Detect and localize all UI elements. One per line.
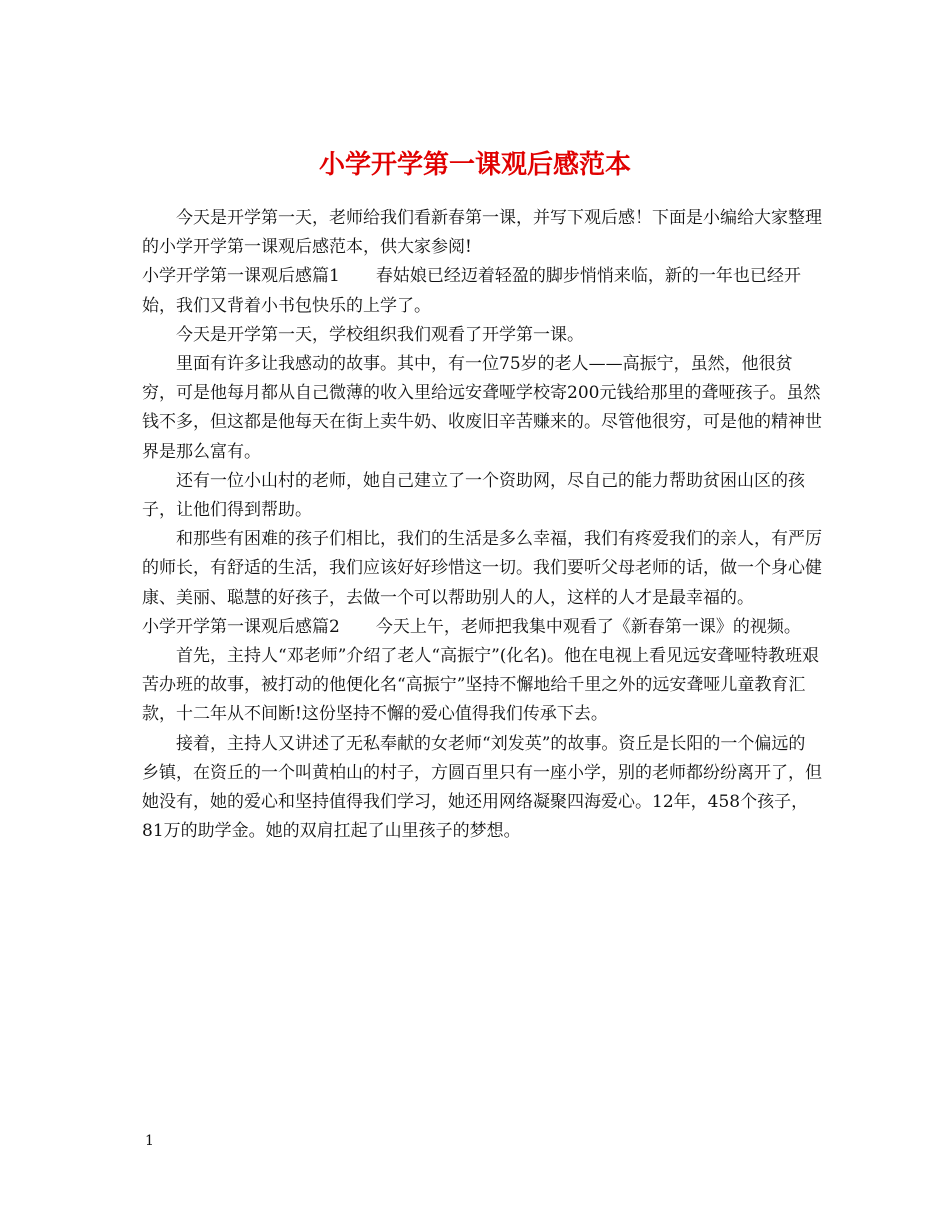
document-body bbox=[142, 204, 822, 846]
article-1-heading-line bbox=[142, 262, 822, 320]
page-title: 小学开学第一课观后感范本 bbox=[318, 150, 631, 181]
page-number: 1 bbox=[145, 1133, 154, 1149]
article-2-paragraph: 首先，主持人“邓老师”介绍了老人“高振宁”(化名)。他在电视上看见远安聋哑特教班艰苦办班的故事，被打动的他便化名“高振宁”坚持不懈地给千里之外的远安聋哑儿童教育汇款，十二年从不间断!这份坚持不懈的爱心值得我们传承下去。 bbox=[142, 646, 820, 725]
article-1-paragraph: 里面有许多让我感动的故事。其中，有一位75岁的老人——高振宁，虽然，他很贫穷，可是他每月都从自己微薄的收入里给远安聋哑学校寄200元钱给那里的聋哑孩子。虽然钱不多，但这都是他每天在街上卖牛奶、收废旧辛苦赚来的。尽管他很穷，可是他的精神世界是那么富有。 bbox=[142, 354, 822, 462]
article-1-paragraph: 还有一位小山村的老师，她自己建立了一个资助网，尽自己的能力帮助贫困山区的孩子，让他们得到帮助。 bbox=[142, 470, 805, 521]
article-2-heading: 小学开学第一课观后感篇2 bbox=[142, 616, 340, 637]
article-1-heading: 小学开学第一课观后感篇1 bbox=[142, 266, 340, 287]
article-2-paragraph: 接着，主持人又讲述了无私奉献的女老师“刘发英”的故事。资丘是长阳的一个偏远的乡镇，在资丘的一个叫黄柏山的村子，方圆百里只有一座小学，别的老师都纷纷离开了，但她没有，她的爱心和坚持值得我们学习，她还用网络凝聚四海爱心。12年，458个孩子，81万的助学金。她的双肩扛起了山里孩子的梦想。 bbox=[142, 733, 822, 842]
article-1-lead: 春姑娘已经迈着轻盈的脚步悄悄来临，新的一年也已经开始，我们又背着小书包快乐的上学了。 bbox=[142, 266, 801, 316]
article-2-lead: 今天上午，老师把我集中观看了《新春第一课》的视频。 bbox=[375, 616, 801, 637]
intro-paragraph: 今天是开学第一天，老师给我们看新春第一课，并写下观后感！下面是小编给大家整理的小学开学第一课观后感范本，供大家参阅! bbox=[142, 208, 822, 258]
article-1-paragraph: 今天是开学第一天，学校组织我们观看了开学第一课。 bbox=[176, 324, 584, 345]
article-1-paragraph: 和那些有困难的孩子们相比，我们的生活是多么幸福，我们有疼爱我们的亲人，有严厉的师长，有舒适的生活，我们应该好好珍惜这一切。我们要听父母老师的话，做一个身心健康、美丽、聪慧的好孩子，去做一个可以帮助别人的人，这样的人才是最幸福的。 bbox=[142, 529, 822, 608]
article-2-heading-line bbox=[142, 613, 822, 642]
